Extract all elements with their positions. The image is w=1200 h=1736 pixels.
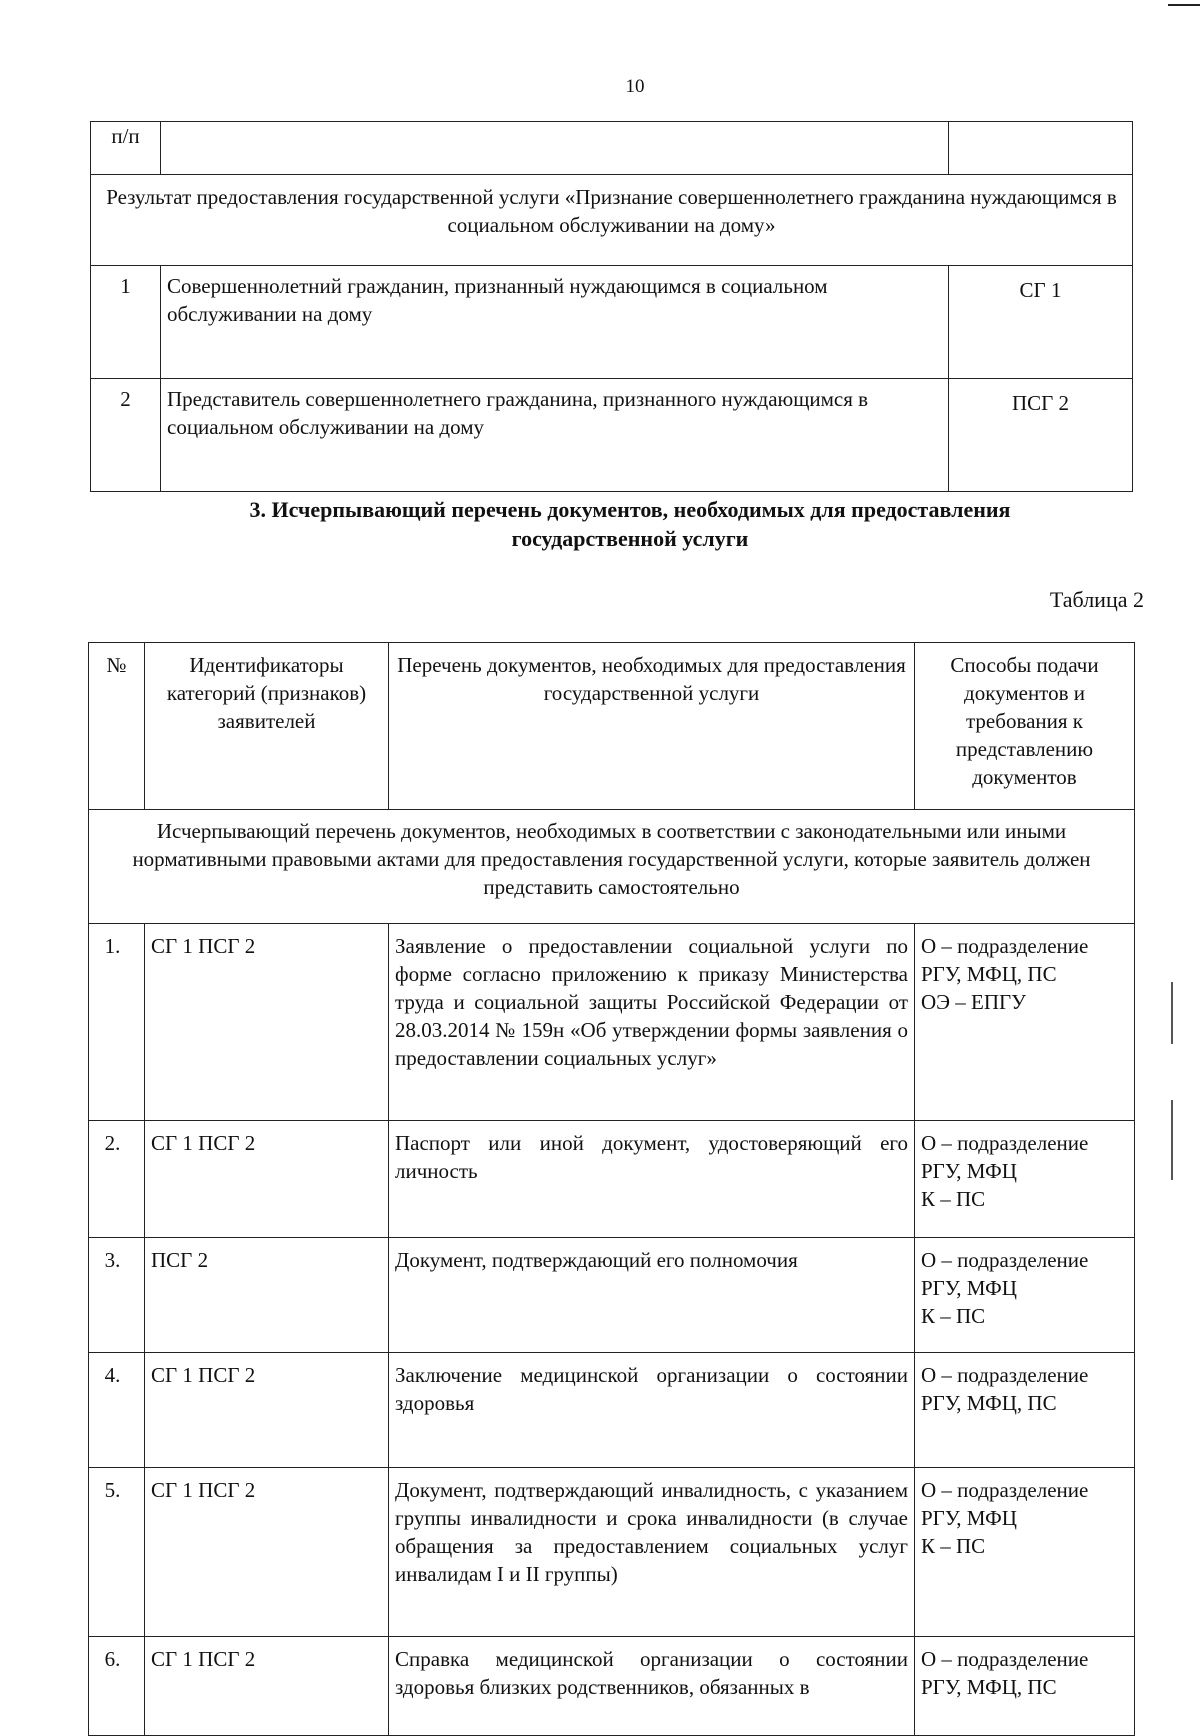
- row-code: ПСГ 2: [949, 379, 1133, 492]
- table-row: [89, 1121, 1135, 1238]
- table-row: [89, 1468, 1135, 1637]
- method-line: К – ПС: [921, 1304, 986, 1328]
- applicants-table: [90, 121, 1133, 492]
- row-ids: ПСГ 2: [145, 1238, 389, 1353]
- row-num: 2.: [89, 1121, 145, 1238]
- method-line: О – подразделение РГУ, МФЦ: [921, 1478, 1089, 1530]
- row-description: Представитель совершеннолетнего гражданина, признанного нуждающимся в социальном обслуживании на дому: [161, 379, 949, 492]
- row-document: Заявление о предоставлении социальной услуги по форме согласно приложению к приказу Министерства труда и социальной защиты Российской Федерации от 28.03.2014 № 159н «Об утверждении формы заявления о предоставлении социальных услуг»: [389, 924, 915, 1121]
- table-row: [89, 1353, 1135, 1468]
- table-row: [91, 379, 1133, 492]
- table-row: [89, 1238, 1135, 1353]
- row-num: 1: [91, 266, 161, 379]
- row-ids: СГ 1 ПСГ 2: [145, 1353, 389, 1468]
- row-num: 2: [91, 379, 161, 492]
- row-num: 6.: [89, 1637, 145, 1736]
- table-section-row: [91, 175, 1133, 266]
- row-ids: СГ 1 ПСГ 2: [145, 1468, 389, 1637]
- table-header-row: [91, 122, 1133, 175]
- row-ids: СГ 1 ПСГ 2: [145, 1637, 389, 1736]
- header-methods: Способы подачи документов и требования к представлению документов: [915, 643, 1135, 810]
- row-document: Документ, подтверждающий инвалидность, с указанием группы инвалидности и срока инвалидности (в случае обращения за предоставлением социальных услуг инвалидам I и II группы): [389, 1468, 915, 1637]
- row-num: 4.: [89, 1353, 145, 1468]
- row-description: Совершеннолетний гражданин, признанный нуждающимся в социальном обслуживании на дому: [161, 266, 949, 379]
- row-method: [915, 1353, 1135, 1468]
- margin-scan-mark: [1171, 982, 1173, 1044]
- method-line: О – подразделение РГУ, МФЦ: [921, 1131, 1089, 1183]
- row-ids: СГ 1 ПСГ 2: [145, 924, 389, 1121]
- section-heading-line2: государственной услуги: [511, 526, 749, 551]
- row-method: [915, 1468, 1135, 1637]
- header-code: [949, 122, 1133, 175]
- method-line: К – ПС: [921, 1187, 986, 1211]
- row-method: [915, 1121, 1135, 1238]
- table-header-row: [89, 643, 1135, 810]
- row-document: Справка медицинской организации о состоянии здоровья близких родственников, обязанных в: [389, 1637, 915, 1736]
- header-description: [161, 122, 949, 175]
- row-method: [915, 924, 1135, 1121]
- row-document: Документ, подтверждающий его полномочия: [389, 1238, 915, 1353]
- method-line: О – подразделение РГУ, МФЦ, ПС: [921, 1647, 1089, 1699]
- margin-scan-mark: [1171, 1100, 1173, 1180]
- row-num: 3.: [89, 1238, 145, 1353]
- corner-scan-mark: [1168, 4, 1200, 6]
- row-ids: СГ 1 ПСГ 2: [145, 1121, 389, 1238]
- result-section-title: Результат предоставления государственной услуги «Признание совершеннолетнего гражданина нуждающимся в социальном обслуживании на дому»: [91, 175, 1133, 266]
- row-method: [915, 1637, 1135, 1736]
- header-ids: Идентификаторы категорий (признаков) заявителей: [145, 643, 389, 810]
- method-line: О – подразделение РГУ, МФЦ, ПС: [921, 1363, 1089, 1415]
- row-code: СГ 1: [949, 266, 1133, 379]
- method-line: К – ПС: [921, 1534, 986, 1558]
- documents-table: [88, 642, 1135, 1736]
- method-line: О – подразделение РГУ, МФЦ: [921, 1248, 1089, 1300]
- row-method: [915, 1238, 1135, 1353]
- table-caption: Таблица 2: [1049, 587, 1144, 612]
- header-num: п/п: [91, 122, 161, 175]
- header-num: №: [89, 643, 145, 810]
- row-document: Паспорт или иной документ, удостоверяющий его личность: [389, 1121, 915, 1238]
- method-line: О – подразделение РГУ, МФЦ, ПС: [921, 934, 1089, 986]
- row-num: 5.: [89, 1468, 145, 1637]
- page-number: 10: [625, 76, 645, 97]
- method-line: ОЭ – ЕПГУ: [921, 990, 1027, 1014]
- table-row: [91, 266, 1133, 379]
- table-row: [89, 1637, 1135, 1736]
- table-row: [89, 924, 1135, 1121]
- row-num: 1.: [89, 924, 145, 1121]
- section-heading: [150, 495, 1110, 553]
- documents-section-title: Исчерпывающий перечень документов, необходимых в соответствии с законодательными или иными нормативными правовыми актами для предоставления государственной услуги, которые заявитель должен представить самостоятельно: [89, 810, 1135, 924]
- row-document: Заключение медицинской организации о состоянии здоровья: [389, 1353, 915, 1468]
- header-docs: Перечень документов, необходимых для предоставления государственной услуги: [389, 643, 915, 810]
- table-section-row: [89, 810, 1135, 924]
- section-heading-line1: 3. Исчерпывающий перечень документов, необходимых для предоставления: [249, 497, 1011, 522]
